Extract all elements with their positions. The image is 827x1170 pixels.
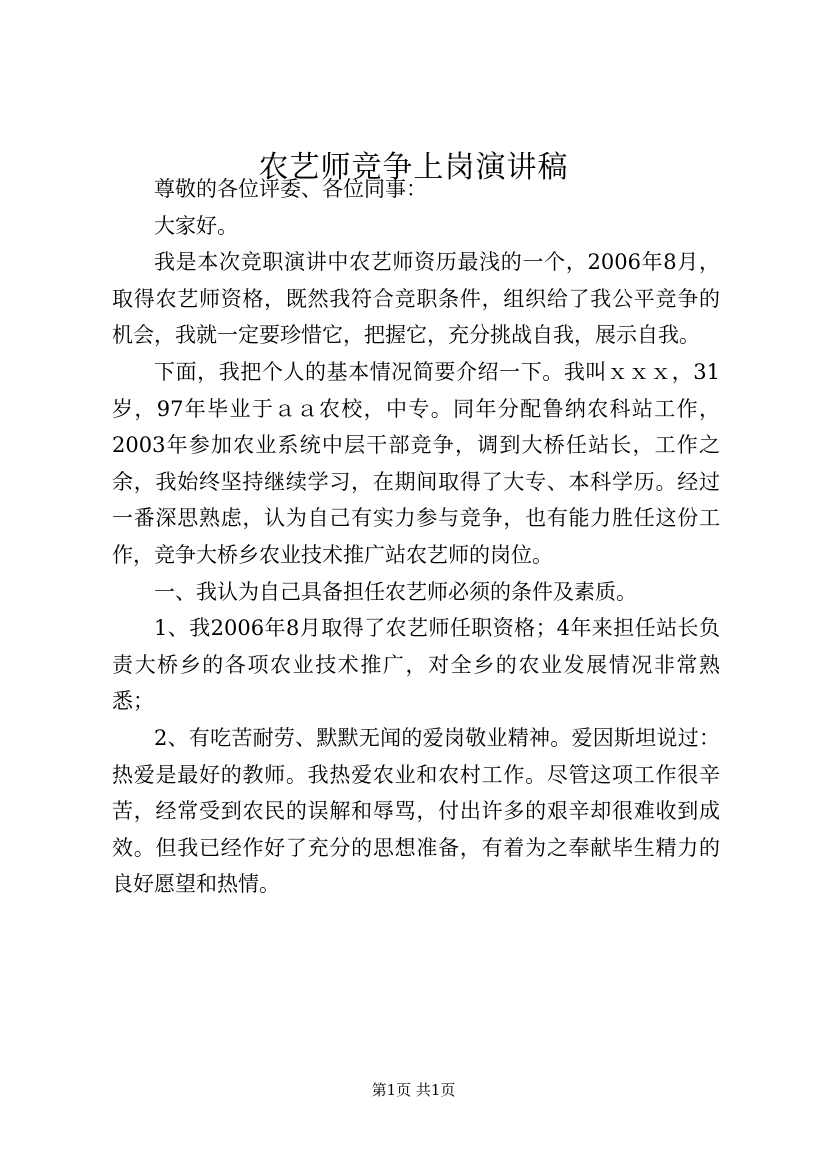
page-number-footer: 第1页 共1页 (371, 1081, 456, 1099)
paragraph-salutation: 尊敬的各位评委、各位同事： (154, 177, 427, 201)
paragraph-introduction: 我是本次竞职演讲中农艺师资历最浅的一个，2006年8月，取得农艺师资格，既然我符合竞职条件，组织给了我公平竞争的机会，我就一定要珍惜它，把握它，充分挑战自我，展示自我。 (112, 250, 720, 348)
document-body (112, 171, 720, 903)
document-title: 农艺师竞争上岗演讲稿 (258, 150, 569, 185)
paragraph-background: 下面，我把个人的基本情况简要介绍一下。我叫ｘｘｘ，31岁，97年毕业于ａａ农校，中专。同年分配鲁纳农科站工作，2003年参加农业系统中层干部竞争，调到大桥任站长，工作之余，我始终坚持继续学习，在期间取得了大专、本科学历。经过一番深思熟虑，认为自己有实力参与竞争，也有能力胜任这份工作，竞争大桥乡农业技术推广站农艺师的岗位。 (112, 359, 720, 567)
paragraph-greeting: 大家好。 (154, 213, 238, 238)
paragraph-point-1: 1、我2006年8月取得了农艺师任职资格；4年来担任站长负责大桥乡的各项农业技术推广，对全乡的农业发展情况非常熟悉； (112, 616, 720, 714)
paragraph-section-heading: 一、我认为自己具备担任农艺师必须的条件及素质。 (154, 579, 637, 604)
paragraph-point-2: 2、有吃苦耐劳、默默无闻的爱岗敬业精神。爱因斯坦说过：热爱是最好的教师。我热爱农业和农村工作。尽管这项工作很辛苦，经常受到农民的误解和辱骂，付出许多的艰辛却很难收到成效。但我已经作好了充分的思想准备，有着为之奉献毕生精力的良好愿望和热情。 (112, 725, 720, 897)
